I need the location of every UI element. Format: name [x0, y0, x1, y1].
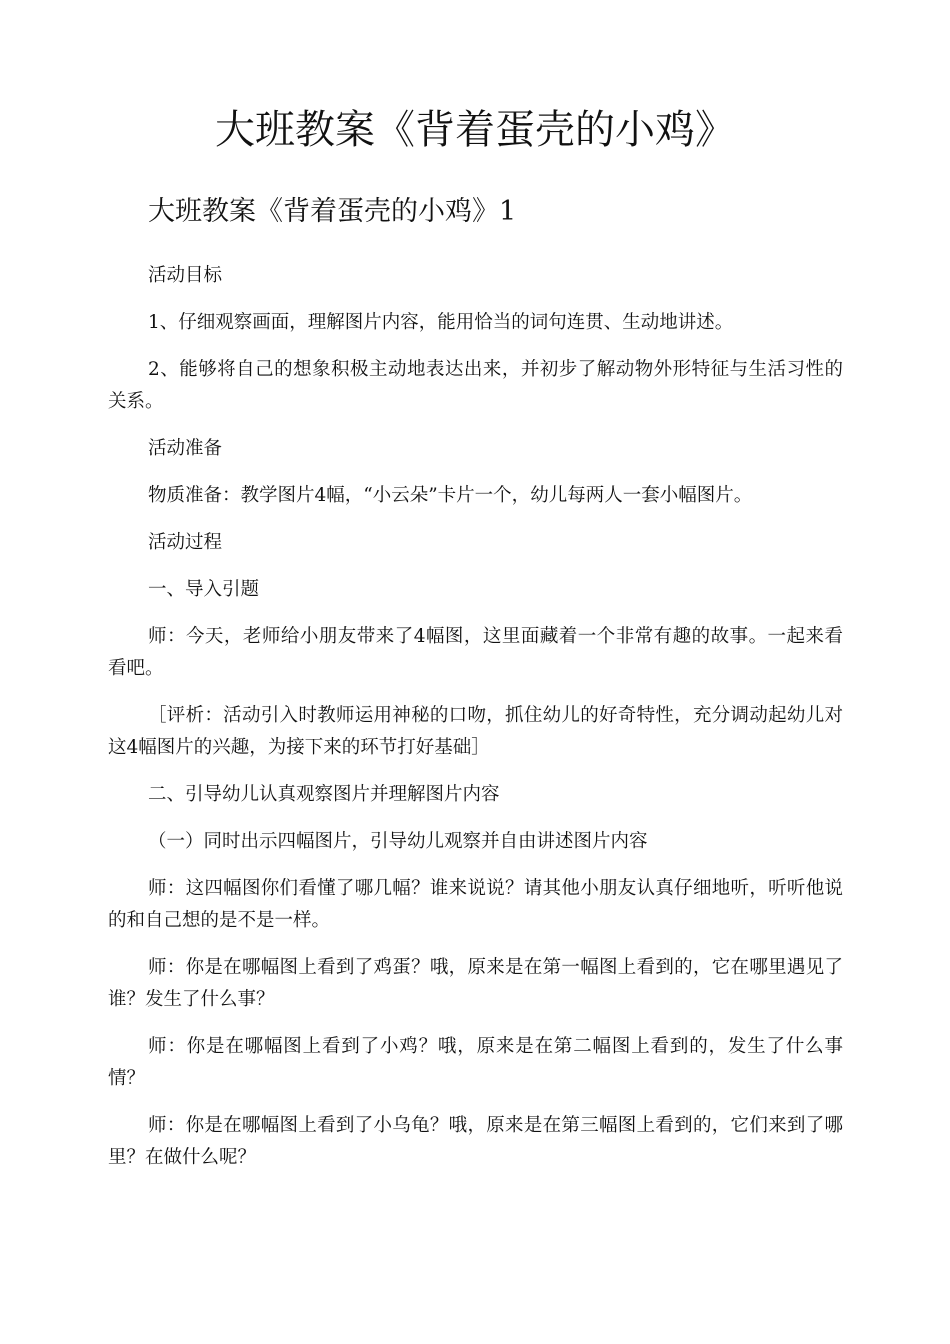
- heading-activity-preparation: 活动准备: [148, 438, 223, 459]
- heading-activity-process: 活动过程: [148, 532, 223, 553]
- paragraph-goal-1: 1、仔细观察画面，理解图片内容，能用恰当的词句连贯、生动地讲述。: [148, 312, 734, 333]
- document-title: 大班教案《背着蛋壳的小鸡》: [215, 107, 735, 153]
- paragraph-teacher-question-4: 师：你是在哪幅图上看到了小乌龟？哦，原来是在第三幅图上看到的，它们来到了哪里？在做什么呢？: [108, 1115, 843, 1168]
- paragraph-goal-2: 2、能够将自己的想象积极主动地表达出来，并初步了解动物外形特征与生活习性的关系。: [108, 359, 843, 412]
- heading-activity-goals: 活动目标: [148, 265, 223, 286]
- heading-step-2: 二、引导幼儿认真观察图片并理解图片内容: [148, 784, 500, 805]
- paragraph-material-preparation: 物质准备：教学图片4幅，“小云朵”卡片一个，幼儿每两人一套小幅图片。: [148, 485, 753, 506]
- section-heading: 大班教案《背着蛋壳的小鸡》1: [148, 196, 517, 227]
- paragraph-teacher-intro: 师：今天，老师给小朋友带来了4幅图，这里面藏着一个非常有趣的故事。一起来看看吧。: [108, 626, 843, 679]
- heading-step-1: 一、导入引题: [148, 579, 260, 600]
- document-body: [108, 260, 843, 1189]
- paragraph-teacher-question-1: 师：这四幅图你们看懂了哪几幅？谁来说说？请其他小朋友认真仔细地听，听听他说的和自己想的是不是一样。: [108, 878, 843, 931]
- paragraph-comment: ［评析：活动引入时教师运用神秘的口吻，抓住幼儿的好奇特性，充分调动起幼儿对这4幅图片的兴趣，为接下来的环节打好基础］: [108, 705, 843, 758]
- heading-substep-1: （一）同时出示四幅图片，引导幼儿观察并自由讲述图片内容: [148, 831, 648, 852]
- paragraph-teacher-question-3: 师：你是在哪幅图上看到了小鸡？哦，原来是在第二幅图上看到的，发生了什么事情？: [108, 1036, 843, 1089]
- paragraph-teacher-question-2: 师：你是在哪幅图上看到了鸡蛋？哦，原来是在第一幅图上看到的，它在哪里遇见了谁？发生了什么事？: [108, 957, 843, 1010]
